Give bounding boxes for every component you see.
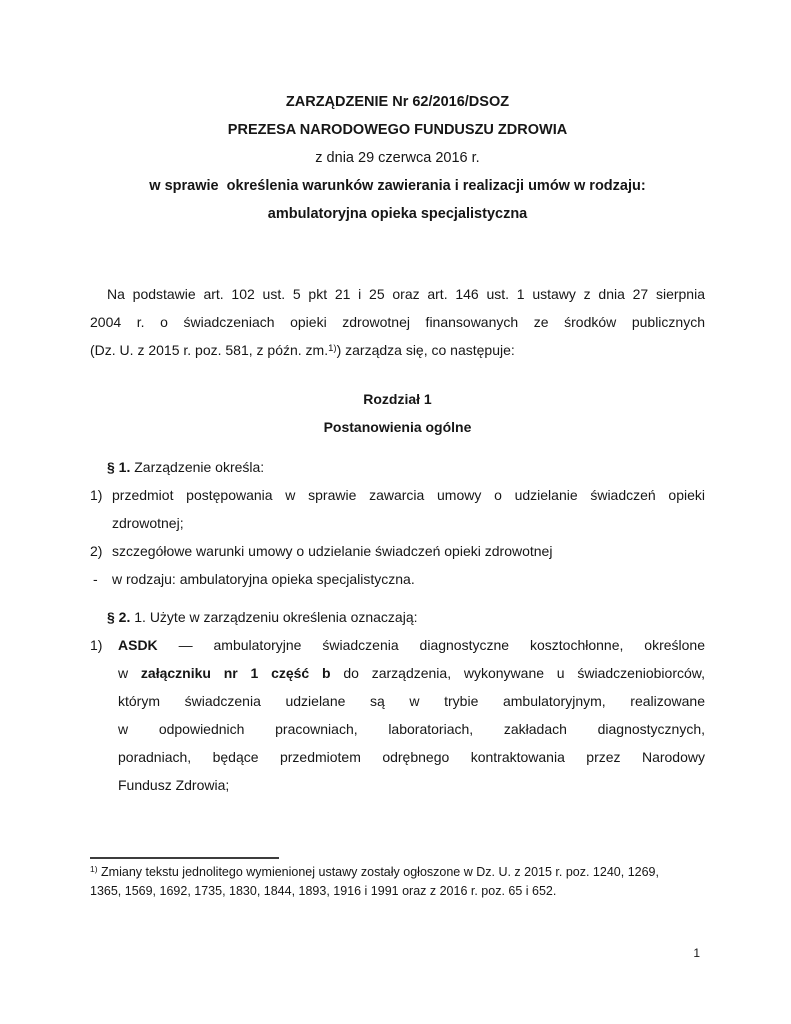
legal-basis-paragraph: [90, 280, 705, 364]
section-1-dash-item: [90, 565, 705, 593]
section-1: [90, 453, 705, 593]
document-title-block: [90, 88, 705, 228]
section-1-item-2: [90, 537, 705, 565]
chapter-heading: [90, 385, 705, 441]
title-issuer: PREZESA NARODOWEGO FUNDUSZU ZDROWIA: [227, 122, 568, 138]
title-subject-line-1: w sprawie określenia warunków zawierania i realizacji umów w rodzaju:: [149, 178, 646, 194]
footnote-line-1: $^{1)}$ Zmiany tekstu jednolitego wymienionej ustawy zostały ogłoszone w Dz. U. z 2015 r. poz. 1240, 1269,: [90, 864, 659, 879]
list-marker: 2): [90, 543, 103, 559]
section-2-item-1-line-5: poradniach, będące przedmiotem odrębnego kontraktowania przez Narodowy: [118, 749, 705, 765]
section-2-item-1-line-6: Fundusz Zdrowia;: [118, 777, 230, 793]
section-1-item-1-line-1: [90, 481, 705, 509]
section-1-item-1-line-2: zdrowotnej;: [112, 515, 184, 531]
section-1-heading: § 1. Zarządzenie określa:: [107, 459, 265, 475]
footnote-line-2: 1365, 1569, 1692, 1735, 1830, 1844, 1893, 1916 i 1991 oraz z 2016 r. poz. 65 i 652.: [90, 883, 557, 898]
footnote-separator: [90, 857, 279, 859]
chapter-title: Postanowienia ogólne: [323, 419, 472, 435]
list-item-text: szczegółowe warunki umowy o udzielanie świadczeń opieki zdrowotnej: [112, 543, 553, 559]
dash-marker: -: [93, 571, 98, 587]
section-2-item-1-line-3: którym świadczenia udzielane są w trybie ambulatoryjnym, realizowane: [118, 693, 705, 709]
page-number: 1: [693, 946, 700, 960]
section-2-item-1-line-4: w odpowiednich pracowniach, laboratoriach, zakładach diagnostycznych,: [118, 721, 705, 737]
document-content: [90, 88, 705, 799]
legal-basis-line-1: Na podstawie art. 102 ust. 5 pkt 21 i 25 oraz art. 146 ust. 1 ustawy z dnia 27 sierpnia: [107, 286, 705, 302]
list-marker: 1): [90, 637, 103, 653]
legal-basis-line-2: 2004 r. o świadczeniach opieki zdrowotnej finansowanych ze środków publicznych: [90, 314, 705, 330]
title-date: z dnia 29 czerwca 2016 r.: [315, 150, 480, 166]
section-2-heading: § 2. 1. Użyte w zarządzeniu określenia oznaczają:: [107, 609, 418, 625]
legal-basis-line-3: (Dz. U. z 2015 r. poz. 581, z późn. zm.$^{1)}$) zarządza się, co następuje:: [90, 342, 515, 358]
title-subject-line-2: ambulatoryjna opieka specjalistyczna: [267, 206, 528, 222]
list-item-text: przedmiot postępowania w sprawie zawarcia umowy o udzielanie świadczeń opieki: [112, 487, 705, 503]
list-marker: 1): [90, 487, 103, 503]
section-2-item-1-line-2: w załączniku nr 1 część b do zarządzenia, wykonywane u świadczeniobiorców,: [118, 665, 705, 681]
title-ordinance-number: ZARZĄDZENIE Nr 62/2016/DSOZ: [285, 94, 510, 110]
list-item-text: ASDK — ambulatoryjne świadczenia diagnostyczne kosztochłonne, określone: [118, 637, 705, 653]
list-item-text: w rodzaju: ambulatoryjna opieka specjalistyczna.: [112, 571, 415, 587]
chapter-number: Rozdział 1: [363, 391, 432, 407]
section-2: [90, 603, 705, 799]
section-2-item-1-line-1: [90, 631, 705, 659]
footnote: [90, 850, 715, 900]
